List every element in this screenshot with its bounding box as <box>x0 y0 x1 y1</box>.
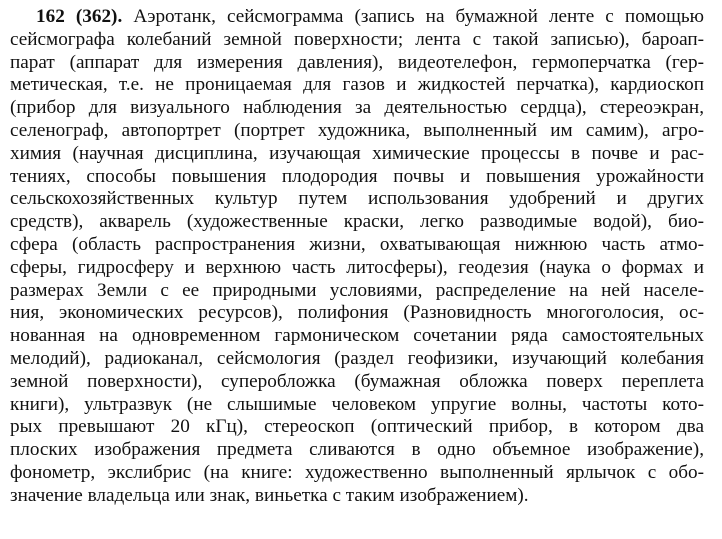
text-line-9: сельскохозяйственных культур путем использования удобрений и других <box>10 188 704 210</box>
text-line-2: сейсмографа колебаний земной поверхности; лента с такой записью), бароап- <box>10 28 704 50</box>
text-line-6: селенограф, автопортрет (портрет художника, выполненный им самим), агро- <box>10 119 704 141</box>
text-line-1 <box>10 6 704 29</box>
text-line-15: нованная на одновременном гармоническом сочетании ряда самостоятельных <box>10 325 704 347</box>
text-line-21: фонометр, экслибрис (на книге: художественно выполненный ярлычок с обо- <box>10 461 704 483</box>
text-line-17: земной поверхности), суперобложка (бумажная обложка поверх переплета <box>10 370 704 392</box>
text-line-1-body: Аэротанк, сейсмограмма (запись на бумажной ленте с помощью <box>133 6 705 27</box>
text-line-11: сфера (область распространения жизни, охватывающая нижнюю часть атмо- <box>10 233 704 255</box>
text-line-10: средств), акварель (художественные краски, легко разводимые водой), био- <box>10 211 704 233</box>
text-line-19: рых превышают 20 кГц), стереоскоп (оптический прибор, в котором два <box>10 416 704 438</box>
text-line-3: парат (аппарат для измерения давления), видеотелефон, гермоперчатка (гер- <box>10 51 704 73</box>
exercise-number: 162 (362). <box>36 6 123 27</box>
text-line-22: значение владельца или знак, виньетка с таким изображением). <box>10 484 529 506</box>
text-line-12: сферы, гидросферу и верхнюю часть литосферы), геодезия (наука о формах и <box>10 256 704 278</box>
text-line-4: метическая, т.е. не проницаемая для газов и жидкостей перчатка), кардиоскоп <box>10 74 704 96</box>
text-line-14: ния, экономических ресурсов), полифония (Разновидность многоголосия, ос- <box>10 302 704 324</box>
text-line-16: мелодий), радиоканал, сейсмология (раздел геофизики, изучающий колебания <box>10 347 704 369</box>
text-line-8: тениях, способы повышения плодородия почвы и повышения урожайности <box>10 165 704 187</box>
text-line-5: (прибор для визуального наблюдения за деятельностью сердца), стереоэкран, <box>10 97 704 119</box>
text-line-20: плоских изображения предмета сливаются в одно объемное изображение), <box>10 439 704 461</box>
text-line-13: размерах Земли с ее природными условиями, распределение на ней населе- <box>10 279 704 301</box>
text-line-7: химия (научная дисциплина, изучающая химические процессы в почве и рас- <box>10 142 704 164</box>
text-line-18: книги), ультразвук (не слышимые человеком упругие волны, частоты кото- <box>10 393 704 415</box>
